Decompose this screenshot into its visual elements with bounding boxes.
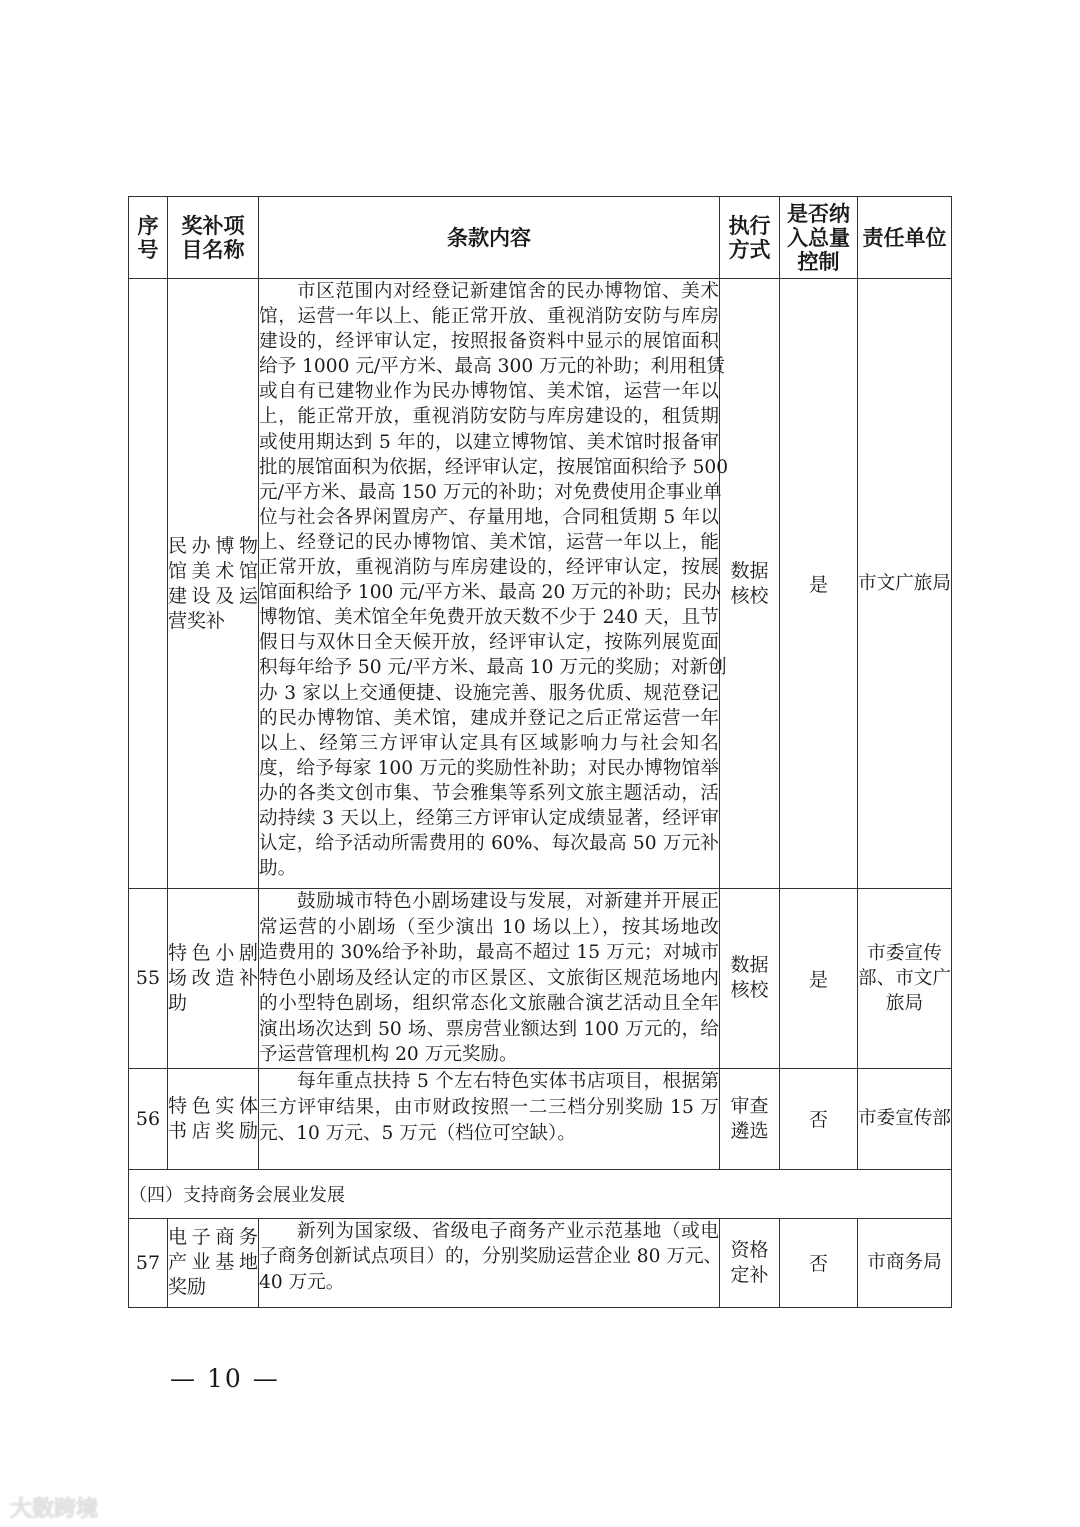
item-name-line: 营奖补 — [168, 609, 226, 632]
content-line: 三方评审结果，由市财政按照一二三档分别奖励 15 万 — [259, 1096, 719, 1118]
row-seq: 55 — [129, 889, 168, 1069]
content-line: 上，能正常开放，重视消防安防与库房建设的，租赁期 — [259, 406, 719, 428]
header-total-line: 是否纳 — [787, 200, 850, 226]
row-method — [720, 889, 780, 1069]
content-line: 予运营管理机构 20 万元奖励。 — [259, 1044, 518, 1065]
content-line: 元、10 万元、5 万元（档位可空缺）。 — [259, 1122, 576, 1144]
content-line: 位与社会各界闲置房产、存量用地，合同租赁期 5 年以 — [259, 506, 719, 528]
dept-line: 市文广旅局 — [858, 573, 951, 594]
content-line: 假日与双休日全天候开放，经评审认定，按陈列展览面 — [259, 632, 719, 654]
content-line: 子商务创新试点项目）的，分别奖励运营企业 80 万元、 — [259, 1246, 723, 1267]
content-line: 建设的，经评审认定，按照报备资料中显示的展馆面积 — [259, 331, 719, 353]
method-line: 数据 — [730, 954, 769, 977]
section-body — [129, 1169, 952, 1218]
item-name-line: 特色小剧 — [168, 941, 258, 964]
method-line: 资格 — [730, 1238, 769, 1261]
section-row — [129, 1169, 952, 1218]
method-line: 核校 — [730, 584, 769, 607]
method-line: 遴选 — [730, 1119, 769, 1142]
method-line: 数据 — [730, 559, 769, 582]
content-line: 认定，给予活动所需费用的 60%、每次最高 50 万元补 — [259, 833, 719, 855]
dept-line: 市委宣传部 — [858, 1108, 951, 1129]
content-line: 鼓励城市特色小剧场建设与发展，对新建并开展正 — [297, 891, 719, 912]
row-in-total: 是 — [780, 889, 858, 1069]
row-method — [720, 1068, 780, 1169]
row-item-name — [168, 1068, 259, 1169]
watermark-logo: 大数跨境 — [10, 1497, 99, 1522]
content-line: 积每年给予 50 元/平方米、最高 10 万元的奖励；对新创 — [259, 657, 727, 679]
method-line: 定补 — [730, 1263, 769, 1286]
content-line: 助。 — [259, 858, 297, 880]
content-line: 给予 1000 元/平方米、最高 300 万元的补助；利用租赁 — [259, 356, 725, 378]
header-name-line: 奖补项 — [181, 212, 245, 238]
table-body — [129, 1218, 952, 1307]
content-line: 的民办博物馆、美术馆，建成并登记之后正常运营一年 — [259, 707, 719, 729]
header-name — [168, 197, 259, 279]
row-seq: 57 — [129, 1218, 168, 1307]
header-dept: 责任单位 — [858, 197, 952, 279]
item-name-line: 场改造补 — [168, 966, 258, 989]
table-header-row — [129, 197, 952, 279]
content-line: 办的各类文创市集、节会雅集等系列文旅主题活动，活 — [259, 782, 719, 804]
content-line: 造费用的 30%给予补助，最高不超过 15 万元；对城市 — [259, 942, 719, 963]
content-line: 的小型特色剧场，组织常态化文旅融合演艺活动且全年 — [259, 993, 719, 1014]
content-line: 元/平方米、最高 150 万元的补助；对免费使用企事业单 — [259, 481, 722, 503]
row-dept — [858, 889, 952, 1069]
item-name-line: 奖励 — [168, 1276, 207, 1298]
row-dept — [858, 1218, 952, 1307]
dept-line: 部、市文广 — [858, 967, 951, 989]
content-line: 上、经登记的民办博物馆、美术馆，运营一年以上，能 — [259, 531, 719, 553]
row-item-name — [168, 279, 259, 889]
header-total-line: 控制 — [797, 248, 840, 274]
content-line: 或使用期达到 5 年的，以建立博物馆、美术馆时报备审 — [259, 431, 719, 453]
row-seq — [129, 279, 168, 889]
content-line: 馆，运营一年以上、能正常开放、重视消防安防与库房 — [259, 306, 719, 328]
header-method-line: 方式 — [728, 236, 771, 262]
table-row — [129, 889, 952, 1069]
row-content — [259, 889, 720, 1069]
item-name-line: 书店奖励 — [168, 1119, 258, 1142]
table-body — [129, 279, 952, 1170]
content-line: 以上、经第三方评审认定具有区域影响力与社会知名 — [259, 732, 719, 754]
header-seq-line: 号 — [137, 236, 159, 262]
row-content — [259, 1068, 720, 1169]
row-seq: 56 — [129, 1068, 168, 1169]
row-method — [720, 1218, 780, 1307]
content-line: 批的展馆面积为依据，经评审认定，按展馆面积给予 500 — [259, 456, 729, 478]
row-in-total: 否 — [780, 1218, 858, 1307]
row-dept — [858, 279, 952, 889]
content-line: 度，给予每家 100 万元的奖励性补助；对民办博物馆举 — [259, 757, 719, 779]
content-line: 馆面积给予 100 元/平方米、最高 20 万元的补助；民办 — [259, 582, 720, 604]
row-dept — [858, 1068, 952, 1169]
header-total — [780, 197, 858, 279]
content-line: 或自有已建物业作为民办博物馆、美术馆，运营一年以 — [259, 381, 719, 403]
item-name-line: 馆美术馆 — [168, 559, 258, 582]
table-row — [129, 1068, 952, 1169]
content-line: 常运营的小剧场（至少演出 10 场以上），按其场地改 — [259, 916, 719, 938]
item-name-line: 特色实体 — [168, 1094, 258, 1117]
content-line: 每年重点扶持 5 个左右特色实体书店项目，根据第 — [297, 1070, 719, 1092]
row-in-total: 否 — [780, 1068, 858, 1169]
content-line: 动持续 3 天以上，经第三方评审认定成绩显著，经评审 — [259, 807, 719, 829]
dept-line: 市委宣传 — [867, 942, 942, 964]
row-method — [720, 279, 780, 889]
item-name-line: 电子商务 — [168, 1226, 258, 1248]
header-content: 条款内容 — [259, 197, 720, 279]
content-line: 新列为国家级、省级电子商务产业示范基地（或电 — [297, 1220, 719, 1242]
section-heading: （四）支持商务会展业发展 — [129, 1169, 952, 1218]
item-name-line: 助 — [168, 991, 188, 1014]
method-line: 审查 — [730, 1094, 769, 1117]
item-name-line: 产业基地 — [168, 1251, 258, 1273]
content-line: 市区范围内对经登记新建馆舍的民办博物馆、美术 — [297, 281, 719, 302]
item-name-line: 民办博物 — [168, 534, 258, 557]
header-name-line: 目名称 — [181, 236, 245, 262]
header-method-line: 执行 — [728, 212, 771, 238]
header-method — [720, 197, 780, 279]
row-item-name — [168, 1218, 259, 1307]
content-line: 特色小剧场及经认定的市区景区、文旅街区规范场地内 — [259, 967, 719, 989]
row-item-name — [168, 889, 259, 1069]
dept-line: 市商务局 — [867, 1252, 942, 1273]
content-line: 正常开放，重视消防与库房建设的，经评审认定，按展 — [259, 557, 719, 579]
content-line: 博物馆、美术馆全年免费开放天数不少于 240 天，且节 — [259, 607, 719, 629]
row-content — [259, 1218, 723, 1307]
dept-line: 旅局 — [885, 992, 924, 1014]
page-number: — 10 — — [170, 1364, 280, 1393]
item-name-line: 建设及运 — [168, 584, 258, 607]
table-row — [129, 279, 952, 889]
table-row — [129, 1218, 952, 1307]
header-seq — [129, 197, 168, 279]
method-line: 核校 — [730, 979, 769, 1002]
header-seq-line: 序 — [137, 212, 159, 238]
row-in-total: 是 — [780, 279, 858, 889]
row-content — [259, 279, 729, 889]
content-line: 办 3 家以上交通便捷、设施完善、服务优质、规范登记 — [259, 682, 719, 704]
header-total-line: 入总量 — [787, 224, 850, 250]
content-line: 演出场次达到 50 场、票房营业额达到 100 万元的，给 — [259, 1018, 719, 1040]
policy-table — [128, 196, 952, 1308]
content-line: 40 万元。 — [259, 1271, 345, 1293]
